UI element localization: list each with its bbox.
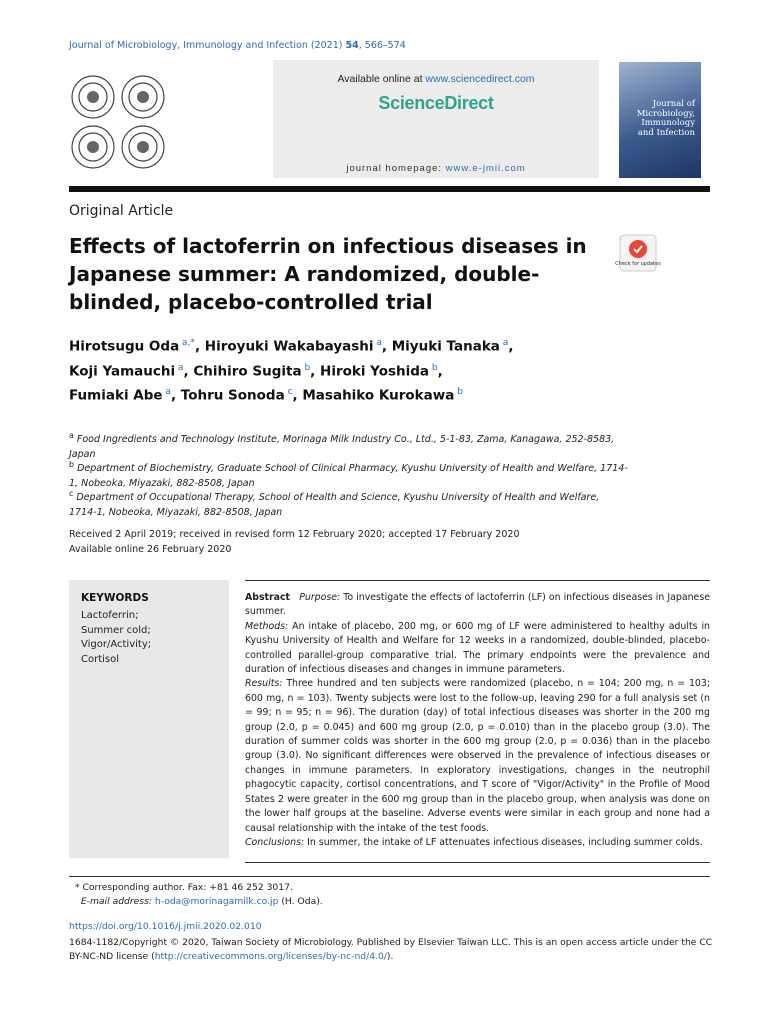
sciencedirect-link[interactable]: www.sciencedirect.com <box>425 73 535 85</box>
copyright <box>69 936 719 964</box>
author-separator: , <box>170 387 181 404</box>
purpose-label: Purpose: <box>299 592 341 603</box>
abstract-results <box>245 677 710 835</box>
sciencedirect-logo: ScienceDirect <box>378 93 494 113</box>
affiliation-text: Department of Biochemistry, Graduate School of Clinical Pharmacy, Kyushu University of Health and Welfare, 1714-1, Nobeoka, Miyazaki, 882-8508, Japan <box>69 463 628 490</box>
abstract-conclusions <box>245 836 710 850</box>
author-separator: , <box>194 338 205 355</box>
email-link[interactable]: h-oda@morinagamilk.co.jp <box>154 896 279 907</box>
conclusions-text: In summer, the intake of LF attenuates infectious diseases, including summer colds. <box>307 836 703 848</box>
footnote <box>75 881 323 909</box>
author-name: Hirotsugu Oda <box>69 338 180 355</box>
abstract <box>245 591 710 850</box>
abstract-bottom-rule <box>245 862 710 863</box>
author-separator: , <box>508 338 514 355</box>
abstract-methods <box>245 620 710 678</box>
author-affiliation-marker[interactable]: b <box>301 362 311 373</box>
journal-pages: , 566–574 <box>358 40 406 51</box>
copyright-end: ). <box>386 951 394 962</box>
corresponding-author: * Corresponding author. Fax: +81 46 252 3017. <box>75 882 293 893</box>
abstract-label: Abstract <box>245 592 291 603</box>
cover-title-line: Microbiology, <box>636 108 695 119</box>
affiliation-marker: b <box>69 460 75 469</box>
email-suffix: (H. Oda). <box>281 896 323 907</box>
article-type: Original Article <box>69 203 174 219</box>
homepage-link[interactable]: www.e-jmii.com <box>445 163 526 174</box>
author-name: Miyuki Tanaka <box>391 338 500 355</box>
author-separator: , <box>183 363 194 379</box>
journal-volume: 54 <box>345 40 359 51</box>
email-line <box>75 895 323 909</box>
license-link[interactable]: http://creativecommons.org/licenses/by-nc-nd/4.0/ <box>154 951 387 962</box>
author-affiliation-marker[interactable]: b <box>454 387 463 397</box>
author-separator: , <box>292 387 303 404</box>
keywords-list <box>81 609 151 667</box>
author-name: Tohru Sonoda <box>180 387 285 404</box>
author-name: Hiroki Yoshida <box>320 363 430 379</box>
available-online-label: Available online at <box>337 73 423 85</box>
author-name: Koji Yamauchi <box>69 363 176 379</box>
methods-text: An intake of placebo, 200 mg, or 600 mg of LF were administered to healthy adults in Kyushu University of Health and Welfare for 12 weeks in a randomized, double-blinded, placebo-controlled parallel-group comparative trial. The primary endpoints were the prevalence and duration of infectious diseases and changes in immune parameters. <box>245 620 711 676</box>
journal-ref-text: Journal of Microbiology, Immunology and Infection (2021) <box>69 40 343 51</box>
author-affiliation-marker[interactable]: a <box>373 338 382 348</box>
author-affiliation-marker[interactable]: b <box>429 362 438 373</box>
author-line <box>69 358 669 383</box>
cover-title-line: Immunology <box>641 118 695 128</box>
author-affiliation-marker[interactable]: a <box>175 362 184 373</box>
header-rule <box>69 186 710 192</box>
keyword-item: Cortisol <box>81 653 120 665</box>
affiliation-marker: c <box>69 489 74 498</box>
abstract-purpose <box>245 591 710 620</box>
purpose-text: To investigate the effects of lactoferrin (LF) on infectious diseases in Japanese summer. <box>245 592 710 618</box>
footnote-rule <box>69 876 710 877</box>
author-name: Chihiro Sugita <box>193 363 302 379</box>
author-name: Fumiaki Abe <box>69 387 163 404</box>
affiliation-marker: a <box>69 431 74 440</box>
check-for-updates-icon[interactable] <box>615 234 661 272</box>
article-title: Effects of lactoferrin on infectious diseases in Japanese summer: A randomized, double-blinded, placebo-controlled trial <box>69 234 587 314</box>
email-label: E-mail address: <box>80 896 152 907</box>
abstract-top-rule <box>245 580 710 581</box>
affiliation-text: Department of Occupational Therapy, School of Health and Science, Kyushu University of Health and Welfare, 1714-1, Nobeoka, Miyazaki, 882-8508, Japan <box>69 492 600 519</box>
keyword-item: Lactoferrin; <box>81 610 139 621</box>
cover-title-line: Journal of <box>652 99 695 109</box>
author-separator: , <box>437 363 443 379</box>
cover-title-line: and Infection <box>637 127 695 138</box>
author-affiliation-marker[interactable]: a <box>162 387 171 397</box>
results-text: Three hundred and ten subjects were randomized (placebo, n = 104; 200 mg, n = 103; 600 mg, n = 103). Twenty subjects were lost to the follow-up, leaving 290 for a full analysis set (n = 99; n = 95; n = 96). The duration (day) of total infectious diseases was shorter in the 200 mg group (2.0, p = 0.045) and 600 mg group (2.0, p = 0.010) than in the placebo group (3.0). The duration of summer colds was shorter in the 600 mg group (2.0, p = 0.036) than in the placebo group (3.0). No significant differences were observed in the prevalence of infectious diseases or changes in immune parameters. In exploratory investigations, changes in the neutrophil phagocytic capacity, cortisol concentrations, and T score of "Vigor/Activity" in the Profile of Mood States 2 were greater in the 600 mg group than in the placebo group, when analysis was done on the lower half groups at the baseline. Adverse events were similar in each group and none had a causal relationship with the intake of the test foods. <box>245 678 711 834</box>
author-list <box>69 333 669 407</box>
keywords-heading: KEYWORDS <box>81 592 149 604</box>
society-logos <box>69 72 169 172</box>
homepage-label: journal homepage: <box>346 163 443 174</box>
doi-link[interactable]: https://doi.org/10.1016/j.jmii.2020.02.010 <box>69 921 262 932</box>
author-affiliation-marker[interactable]: c <box>284 387 293 397</box>
author-name: Hiroyuki Wakabayashi <box>204 338 374 355</box>
methods-label: Methods: <box>245 620 289 632</box>
check-updates-label: Check for updates <box>615 261 661 267</box>
author-separator: , <box>381 338 392 355</box>
conclusions-label: Conclusions: <box>245 836 305 848</box>
article-dates <box>69 527 520 557</box>
received-dates: Received 2 April 2019; received in revised form 12 February 2020; accepted 17 February 2020 <box>69 529 520 540</box>
author-affiliation-marker[interactable]: a <box>499 338 509 348</box>
keyword-item: Vigor/Activity; <box>81 639 152 650</box>
keyword-item: Summer cold; <box>81 624 151 636</box>
journal-homepage <box>273 163 599 174</box>
author-line <box>69 382 669 407</box>
affiliation-c <box>69 486 629 520</box>
journal-cover <box>619 62 701 178</box>
copyright-text: 1684-1182/Copyright © 2020, Taiwan Society of Microbiology. Published by Elsevier Taiwan LLC. This is an open access article under the CC BY-NC-ND license ( <box>69 937 713 962</box>
results-label: Results: <box>245 678 283 690</box>
affiliation-text: Food Ingredients and Technology Institute, Morinaga Milk Industry Co., Ltd., 5-1-83, Zama, Kanagawa, 252-8583, Japan <box>69 434 615 461</box>
author-name: Masahiko Kurokawa <box>302 387 455 404</box>
author-line <box>69 333 669 358</box>
author-separator: , <box>310 363 321 379</box>
cover-title <box>629 100 695 138</box>
author-affiliation-marker[interactable]: a,* <box>179 338 195 348</box>
available-online <box>273 73 599 85</box>
available-date: Available online 26 February 2020 <box>69 544 232 555</box>
journal-reference <box>69 40 406 51</box>
